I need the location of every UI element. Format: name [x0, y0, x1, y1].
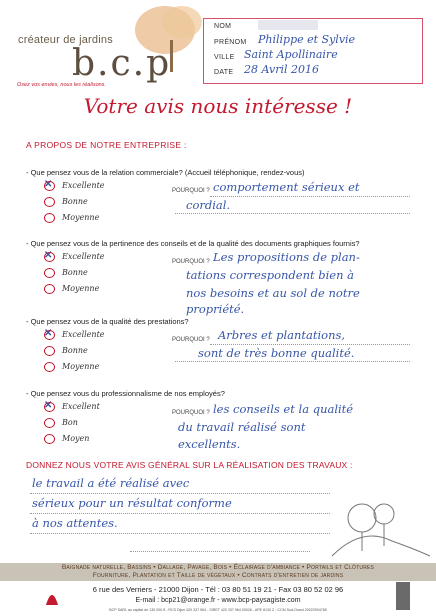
- option-label: Excellente: [62, 181, 105, 190]
- radio-bon-4[interactable]: [44, 418, 55, 428]
- radio-bonne-2[interactable]: [44, 268, 55, 278]
- radio-bonne-3[interactable]: [44, 346, 55, 356]
- why-label: POURQUOI ?: [172, 337, 210, 343]
- checked-mark-icon: ✕: [44, 328, 53, 339]
- legal-mentions: BCP SARL au capital de 130 000 € - RCS Dijon 420 337 964 - SIRET 420 337 964 00026 - APE 8130 Z - CCM Sud-Ouest 20022904785: [109, 608, 327, 612]
- answer-line: les conseils et la qualité: [213, 402, 354, 416]
- dotted-line: [210, 344, 410, 345]
- option-label: Bonne: [62, 268, 88, 277]
- answer-line: excellents.: [178, 437, 241, 451]
- answer-line: Les propositions de plan-: [213, 250, 360, 264]
- radio-moyenne-1[interactable]: [44, 213, 55, 223]
- option-label: Bonne: [62, 346, 88, 355]
- answer-line: du travail réalisé sont: [178, 420, 306, 434]
- why-label: POURQUOI ?: [172, 188, 210, 194]
- prenom-value: Philippe et Sylvie: [258, 33, 356, 46]
- radio-moyenne-2[interactable]: [44, 284, 55, 294]
- dotted-line: [130, 551, 310, 552]
- prenom-label: PRÉNOM: [214, 39, 247, 46]
- option-label: Moyenne: [62, 284, 100, 293]
- radio-moyen-4[interactable]: [44, 434, 55, 444]
- radio-excellente-3[interactable]: [44, 330, 55, 340]
- answer-line: sont de très bonne qualité.: [198, 346, 355, 360]
- option-label: Moyenne: [62, 213, 100, 222]
- option-label: Moyenne: [62, 362, 100, 371]
- option-label: Bonne: [62, 197, 88, 206]
- dotted-line: [210, 196, 410, 197]
- radio-excellent-4[interactable]: [44, 402, 55, 412]
- checked-mark-icon: ✕: [44, 400, 53, 411]
- option-label: Excellente: [62, 252, 105, 261]
- company-email: E-mail : bcp21@orange.fr - www.bcp-paysagiste.com: [135, 597, 301, 604]
- general-answer-line: à nos attentes.: [32, 516, 118, 530]
- option-label: Moyen: [62, 434, 90, 443]
- nom-label: NOM: [214, 23, 232, 30]
- date-label: DATE: [214, 69, 234, 76]
- nom-value: [258, 20, 318, 30]
- dotted-line: [30, 513, 330, 514]
- dotted-line: [175, 213, 410, 214]
- dotted-line: [175, 361, 410, 362]
- radio-moyenne-3[interactable]: [44, 362, 55, 372]
- tagline: Osez vos envies, nous les réalisons.: [17, 82, 106, 88]
- footer-band: [0, 563, 436, 581]
- why-label: POURQUOI ?: [172, 410, 210, 416]
- general-heading: DONNEZ NOUS VOTRE AVIS GÉNÉRAL SUR LA RÉALISATION DES TRAVAUX :: [26, 460, 353, 470]
- radio-excellente-1[interactable]: [44, 181, 55, 191]
- dotted-line: [30, 493, 330, 494]
- answer-line: tations correspondent bien à: [186, 268, 355, 282]
- page-title: Votre avis nous intéresse !: [83, 94, 353, 118]
- question-2-text: - Que pensez vous de la pertinence des conseils et de la qualité des documents graphiques fournis?: [26, 239, 360, 248]
- answer-line: Arbres et plantations,: [218, 328, 346, 342]
- question-4-text: - Que pensez vous du professionnalisme de nos employés?: [26, 389, 225, 398]
- identity-box: [203, 18, 423, 84]
- answer-line: nos besoins et au sol de notre: [186, 286, 360, 300]
- brand-name: b.c.p: [72, 43, 172, 84]
- services-line-2: Fourniture, Plantation et Taille de végétaux • Contrats d'entretien de jardins: [92, 572, 344, 579]
- question-3-text: - Que pensez vous de la qualité des prestations?: [26, 317, 189, 326]
- general-answer-line: le travail a été réalisé avec: [32, 476, 190, 490]
- company-logo: [0, 0, 205, 100]
- option-label: Excellent: [62, 402, 100, 411]
- dotted-line: [30, 533, 330, 534]
- certification-badge-icon: [396, 582, 410, 610]
- radio-excellente-2[interactable]: [44, 252, 55, 262]
- answer-line: comportement sérieux et: [213, 180, 360, 194]
- checked-mark-icon: ✕: [44, 179, 53, 190]
- radio-bonne-1[interactable]: [44, 197, 55, 207]
- company-address: 6 rue des Verriers - 21000 Dijon - Tél : 03 80 51 19 21 - Fax 03 80 52 02 96: [92, 585, 344, 594]
- creator-label: créateur de jardins: [18, 34, 113, 46]
- date-value: 28 Avril 2016: [244, 63, 319, 76]
- question-1-text: - Que pensez vous de la relation commerciale? (Accueil téléphonique, rendez-vous): [26, 168, 305, 177]
- option-label: Bon: [62, 418, 78, 427]
- general-answer-line: sérieux pour un résultat conforme: [32, 496, 232, 510]
- section-heading: A PROPOS DE NOTRE ENTREPRISE :: [26, 140, 187, 150]
- why-label: POURQUOI ?: [172, 259, 210, 265]
- option-label: Excellente: [62, 330, 105, 339]
- answer-line: propriété.: [186, 302, 245, 316]
- checked-mark-icon: ✕: [44, 250, 53, 261]
- ville-label: VILLE: [214, 54, 235, 61]
- ville-value: Saint Apollinaire: [244, 48, 338, 61]
- answer-line: cordial.: [186, 198, 231, 212]
- garden-sketch-icon: [322, 496, 432, 564]
- services-line-1: Baignade naturelle, Bassins • Dallage, Pavage, Bois • Éclairage d'ambiance • Portails et Clôtures: [61, 564, 375, 571]
